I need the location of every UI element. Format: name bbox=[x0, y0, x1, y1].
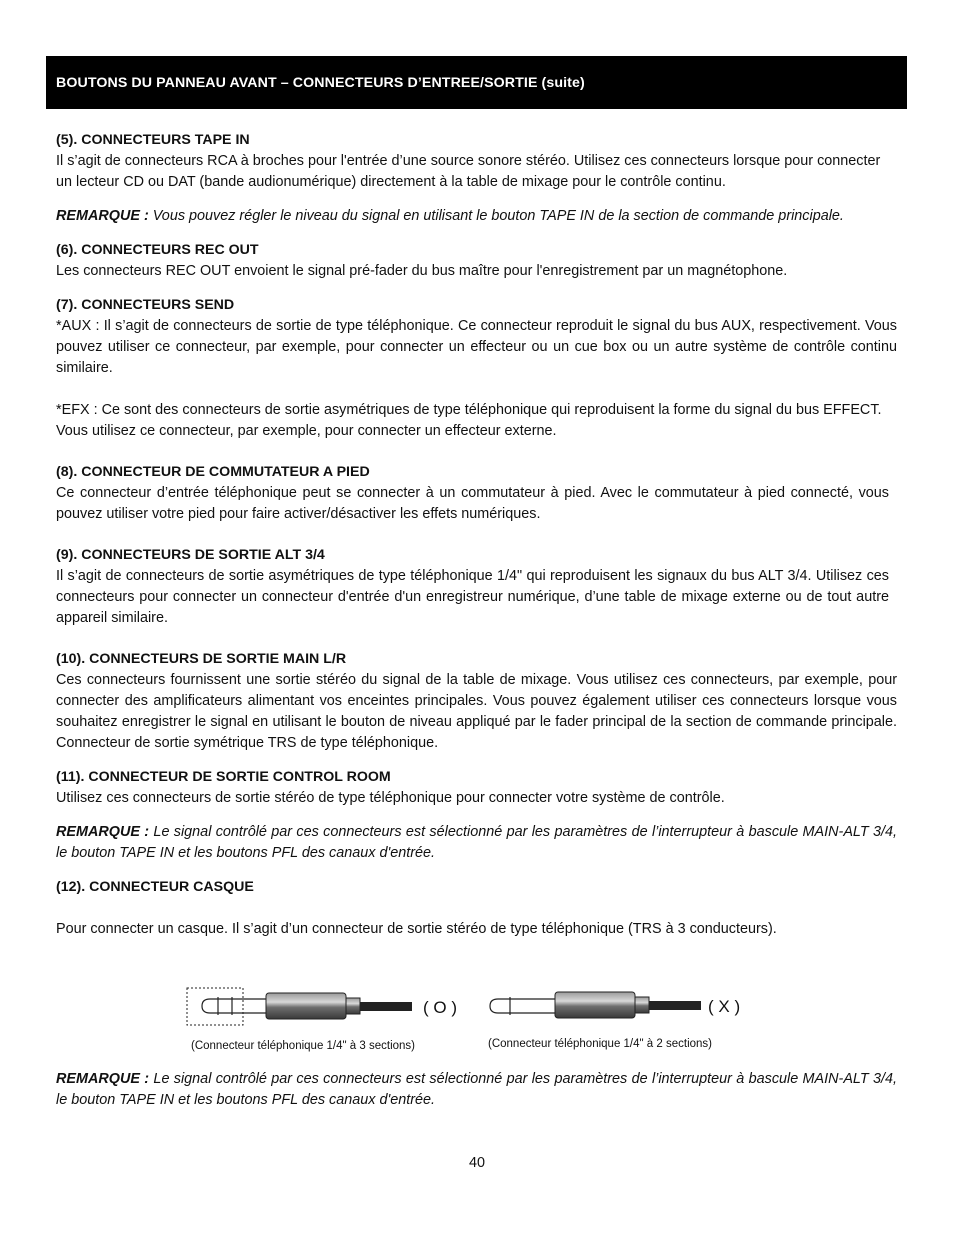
page-content-bottom bbox=[56, 1069, 897, 1111]
section-body-main-out: Ces connecteurs fournissent une sortie stéréo du signal de la table de mixage. Vous utilisez ces connecteurs, par exemple, pour connecter des amplificateurs alimentant vos enceintes principales. Vous pouvez également utiliser ces connecteurs lorsque vous souhaitez enregistrer le signal en utilisant le bouton de niveau appliqué par le fader principal de la section de commande principale. Connecteur de sortie symétrique TRS de type téléphonique. bbox=[56, 672, 897, 751]
section-body-tape-in: Il s’agit de connecteurs RCA à broches pour l'entrée d’une source sonore stéréo. Utilisez ces connecteurs lorsque pour connecter un lecteur CD ou DAT (bande audionumérique) directement à la table de mixage pour le contrôle continu. bbox=[56, 153, 881, 190]
ts-caption: (Connecteur téléphonique 1/4" à 2 sections) bbox=[488, 1038, 713, 1050]
remark-text: Le signal contrôlé par ces connecteurs est sélectionné par les paramètres de l’interrupteur à bascule MAIN-ALT 3/4, le bouton TAPE IN et les boutons PFL des canaux d'entrée. bbox=[56, 824, 897, 861]
remark-control-room bbox=[56, 822, 897, 864]
section-title-rec-out: (6). CONNECTEURS REC OUT bbox=[56, 242, 259, 258]
section-title-alt-out: (9). CONNECTEURS DE SORTIE ALT 3/4 bbox=[56, 547, 325, 563]
trs-connector-icon bbox=[187, 988, 412, 1025]
section-body-rec-out: Les connecteurs REC OUT envoient le signal pré-fader du bus maître pour l'enregistrement par un magnétophone. bbox=[56, 263, 788, 279]
section-body-alt-out: Il s’agit de connecteurs de sortie asymétriques de type téléphonique 1/4" qui reproduisent les signaux du bus ALT 3/4. Utilisez ces connecteurs pour connecter un connecteur d'entrée d'un enregistreur numérique, d’une table de mixage externe ou de tout autre appareil similaire. bbox=[56, 568, 889, 626]
section-title-main-out: (10). CONNECTEURS DE SORTIE MAIN L/R bbox=[56, 651, 347, 667]
section-body-send-aux: *AUX : Il s’agit de connecteurs de sortie de type téléphonique. Ce connecteur reproduit le signal du bus AUX, respectivement. Vous pouvez utiliser ce connecteur, par exemple, pour connecter un effecteur ou un cue box ou un autre système de contrôle continu similaire. bbox=[56, 318, 897, 376]
section-body-headphones: Pour connecter un casque. Il s’agit d’un connecteur de sortie stéréo de type téléphonique (TRS à 3 conducteurs). bbox=[56, 921, 777, 937]
section-title-tape-in: (5). CONNECTEURS TAPE IN bbox=[56, 132, 250, 148]
section-header-bar bbox=[46, 56, 907, 109]
ts-mark: ( X ) bbox=[708, 997, 741, 1016]
page-content bbox=[56, 130, 897, 940]
remark-text: Le signal contrôlé par ces connecteurs est sélectionné par les paramètres de l’interrupteur à bascule MAIN-ALT 3/4, le bouton TAPE IN et les boutons PFL des canaux d'entrée. bbox=[56, 1071, 897, 1108]
page-title: BOUTONS DU PANNEAU AVANT – CONNECTEURS D’ENTREE/SORTIE (suite) bbox=[56, 74, 585, 91]
section-title-headphones: (12). CONNECTEUR CASQUE bbox=[56, 879, 254, 895]
connector-figure bbox=[180, 985, 780, 1060]
section-title-send: (7). CONNECTEURS SEND bbox=[56, 297, 235, 313]
ts-connector-icon bbox=[490, 992, 701, 1018]
remark-text: Vous pouvez régler le niveau du signal en utilisant le bouton TAPE IN de la section de commande principale. bbox=[148, 208, 844, 224]
section-body-send-efx: *EFX : Ce sont des connecteurs de sortie asymétriques de type téléphonique qui reproduisent la forme du signal du bus EFFECT. Vous utilisez ce connecteur, par exemple, pour connecter un effecteur externe. bbox=[56, 402, 882, 439]
trs-caption: (Connecteur téléphonique 1/4" à 3 sections) bbox=[191, 1040, 416, 1052]
remark-tape-in bbox=[56, 206, 897, 227]
remark-label: REMARQUE : bbox=[56, 208, 149, 224]
remark-label: REMARQUE : bbox=[56, 1071, 150, 1087]
remark-headphones bbox=[56, 1069, 897, 1111]
page-number: 40 bbox=[468, 1155, 485, 1171]
trs-mark: ( O ) bbox=[423, 998, 457, 1017]
section-body-footswitch: Ce connecteur d’entrée téléphonique peut se connecter à un commutateur à pied. Avec le commutateur à pied connecté, vous pouvez utiliser votre pied pour faire activer/désactiver les effets numériques. bbox=[56, 485, 889, 522]
section-body-control-room: Utilisez ces connecteurs de sortie stéréo de type téléphonique pour connecter votre système de contrôle. bbox=[56, 790, 725, 806]
remark-label: REMARQUE : bbox=[56, 824, 150, 840]
section-title-control-room: (11). CONNECTEUR DE SORTIE CONTROL ROOM bbox=[56, 769, 391, 785]
section-title-footswitch: (8). CONNECTEUR DE COMMUTATEUR A PIED bbox=[56, 464, 370, 480]
